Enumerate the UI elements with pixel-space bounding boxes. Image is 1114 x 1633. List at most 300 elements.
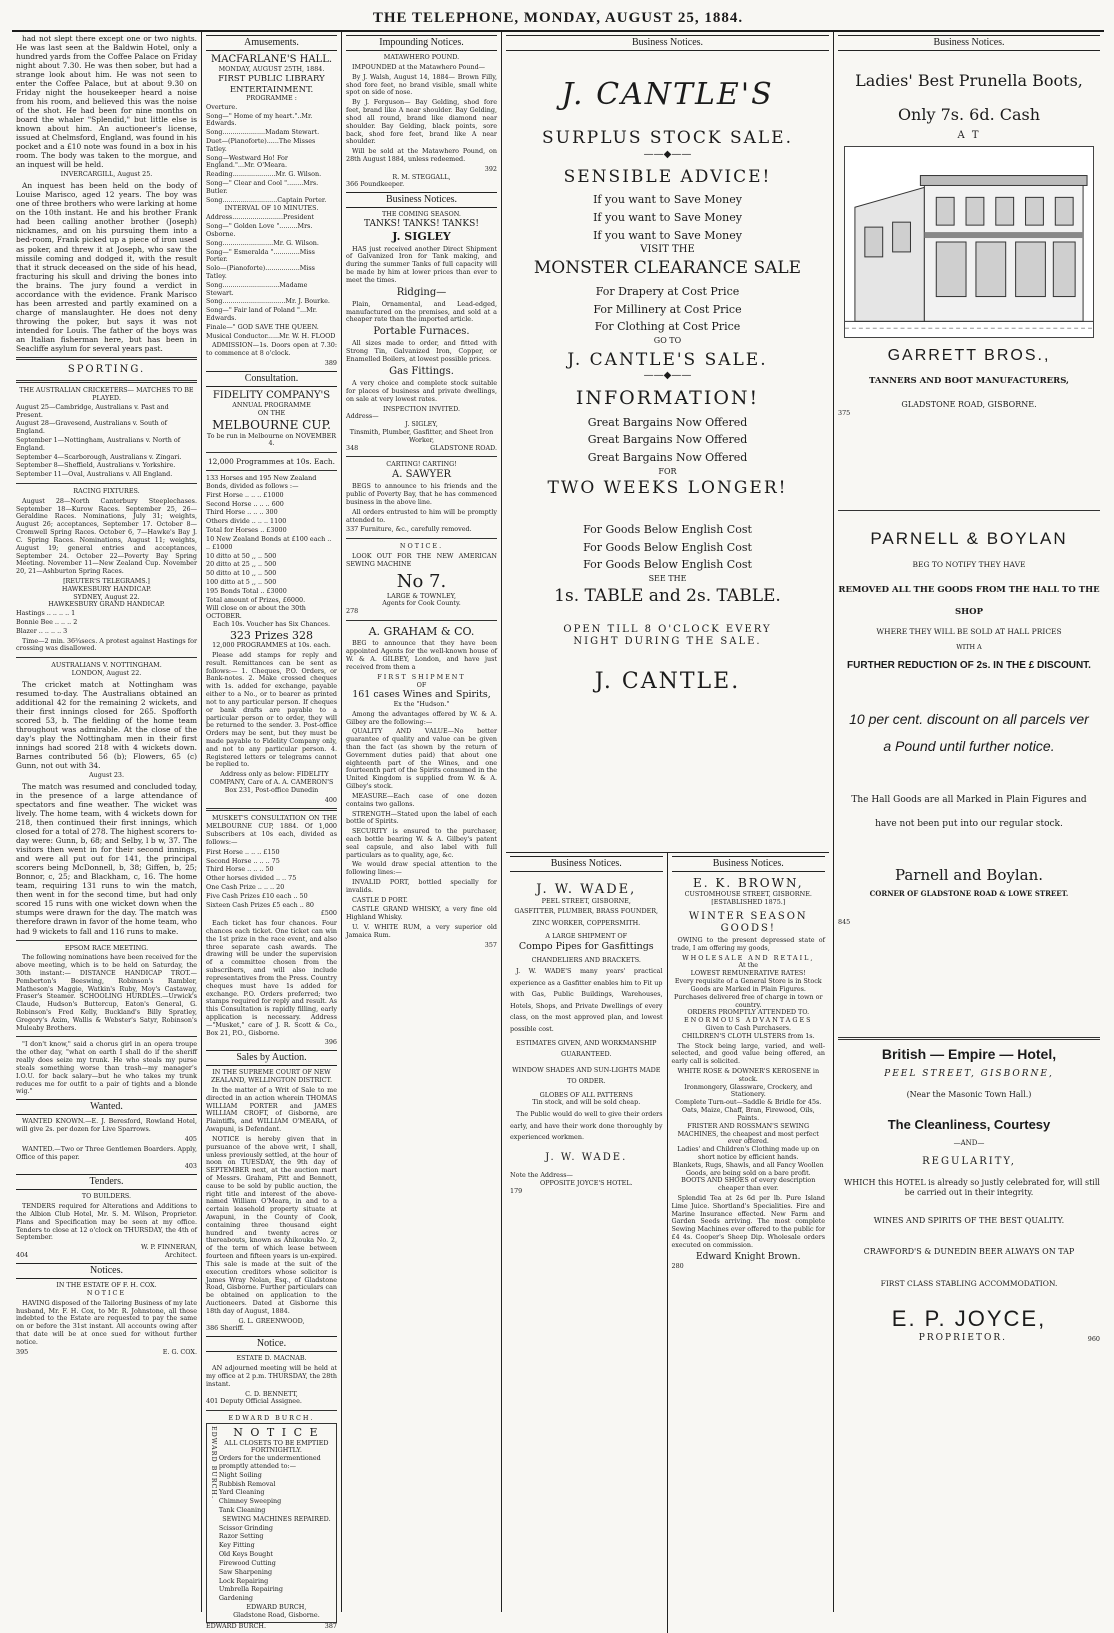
subheading: IN THE SUPREME COURT OF NEW ZEALAND, WELLINGTON DISTRICT. <box>210 1068 333 1085</box>
ad-number: 960 <box>1087 1335 1100 1344</box>
ad-text: OPPOSITE JOYCE'S HOTEL. <box>539 1178 633 1187</box>
ad-text: The Stock being large, varied, and well-selected, and good value being offered, an early call is solicited. <box>671 1041 825 1066</box>
ad-text: [ESTABLISHED 1875.] <box>711 897 786 906</box>
list-item: Second Horse .. .. .. 600 <box>206 499 284 508</box>
ad-title: GARRETT BROS., <box>887 347 1051 365</box>
service-list <box>219 1525 334 1603</box>
divider <box>16 357 197 360</box>
service-list <box>219 1472 334 1515</box>
ad-text: Purchases delivered free of charge in town or country. <box>674 992 823 1009</box>
subheading: EDWARD BURCH. <box>228 1414 315 1423</box>
list-item: Yard Cleaning <box>218 1488 265 1497</box>
list-item: INTERVAL OF 10 MINUTES. <box>224 204 319 213</box>
section-heading: Business Notices. <box>510 856 663 872</box>
ad-text: ON THE <box>257 409 286 418</box>
list-item: Song—" Esmeralda ".............Miss Porter. <box>206 247 315 264</box>
ad-text: Agents for Cook County. <box>382 599 461 608</box>
list-item: First Horse .. .. .. £150 <box>206 847 280 856</box>
ad-text: BEG to announce that they have been appointed Agents for the well-known house of W. & A. GILBEY, London, and have just received from them a <box>346 639 497 671</box>
list-item: Song............................Madame Stewart. <box>206 280 308 297</box>
signature-line: 366 Poundkeeper. <box>346 180 405 189</box>
section-heading: Amusements. <box>206 35 337 51</box>
list-item: For Goods Below English Cost <box>583 558 752 572</box>
column-4 <box>502 32 834 1612</box>
article-text: "I don't know," said a chorus girl in an opera troupe the other day, "what on earth I shall do if the sheriff really does seize my trunk. He who steals my purse steals something worse than trash—my manager's I.O.U. for back salary—but he who takes my trunk reduces me for outfit to a pair of tights and a blonde wig." <box>16 1040 197 1096</box>
subheading: MATAWHERO POUND. <box>383 53 460 62</box>
ad-text: ENORMOUS ADVANTAGES <box>683 1016 813 1025</box>
ad-text: Orders for the undermentioned promptly attended to:— <box>218 1454 321 1470</box>
ad-text: A LARGE SHIPMENT OF <box>545 932 628 941</box>
list-item: Hastings .. .. .. .. 1 <box>16 609 76 618</box>
ad-text: AN adjourned meeting will be held at my office at 2 p.m. THURSDAY, the 28th instant. <box>206 1364 337 1388</box>
ad-text: At the <box>738 961 759 970</box>
ad-number: 375 <box>838 409 851 418</box>
list-item: If you want to Save Money <box>593 211 742 225</box>
list-item: Old Keys Bought <box>218 1550 273 1559</box>
signature-line: 386 Sheriff. <box>206 1324 244 1333</box>
ad-text: The Public would do well to give their orders early, and have their work done thoroughly by experienced workmen. <box>510 1110 663 1142</box>
signature: C. D. BENNETT, <box>245 1389 298 1398</box>
ad-subtitle: TWO WEEKS LONGER! <box>547 478 788 499</box>
ad-text: GLOBES OF ALL PATTERNS <box>539 1090 633 1099</box>
ad-text: MEASURE—Each case of one dozen contains two gallons. <box>346 791 497 808</box>
ad-text: THE COMING SEASON. <box>382 210 461 219</box>
ad-title: A. SAWYER <box>392 469 451 481</box>
list-item: September 11—Oval, Australians v. All England. <box>16 470 173 479</box>
ad-text: CUSTOMHOUSE STREET, GISBORNE. <box>684 890 812 898</box>
list-item: For Millinery at Cost Price <box>593 302 742 316</box>
masthead: THE TELEPHONE, MONDAY, AUGUST 25, 1884. <box>12 6 1104 32</box>
subheading: ESTATE D. MACNAB. <box>236 1354 307 1363</box>
ad-subtitle: SENSIBLE ADVICE! <box>563 166 772 187</box>
ad-text: WINES AND SPIRITS OF THE BEST QUALITY. <box>873 1215 1065 1225</box>
ad-text: CHILDREN'S CLOTH ULSTERS from 1s. <box>681 1031 815 1040</box>
divider <box>346 620 497 621</box>
ad-text: GO TO <box>653 335 682 345</box>
ad-text: WHITE ROSE & DOWNER'S KEROSENE in stock. <box>677 1067 820 1083</box>
ad-text: Goods are Marked in Plain Figures. <box>690 984 806 993</box>
ad-text: PROPRIETOR. <box>918 1333 1007 1343</box>
signature-line <box>206 1623 337 1631</box>
ad-number: 280 <box>671 1261 684 1270</box>
subheading: HAWKESBURY HANDICAP. <box>61 584 152 593</box>
ad-text: REGULARITY, <box>922 1155 1016 1167</box>
section-heading: Notice. <box>206 1336 337 1352</box>
column-3 <box>342 32 502 1612</box>
results-list <box>16 610 197 635</box>
ad-text: SECURITY is ensured to the purchaser, each bottle bearing W. & A. Gilbey's patent seal capsule, and also label with full particulars as to quality, age, &c. <box>346 827 497 859</box>
divider <box>346 538 497 539</box>
ad-text: In the matter of a Writ of Sale to me directed in an action wherein THOMAS WILLIAM PORTER and JAMES WILLIAM CROFT, of Gisborne, are Plaintiffs, and WILLIAM O'MEARA, of Awapuni, is Defendant. <box>206 1086 337 1134</box>
ad-text: 12,000 Programmes at 10s. Each. <box>207 457 336 467</box>
list-item: Rubbish Removal <box>218 1479 276 1488</box>
ad-text: WHOLESALE AND RETAIL, <box>682 953 815 962</box>
signature-line <box>346 445 497 453</box>
article-text: had not slept there except one or two nights. He was last seen at the Baldwin Hotel, only a hundred yards from the Coffee Palace on Friday night about 7.30. He was then sober, but had a strange look about him. He was not seen to enter the Coffee Palace, but at about 9.30 on Friday night the housekeeper heard a noise from his room, and believed this was the noise of the shot. He had been for nine months on board the whaler "Splendid," but little else is known about him. An auctioneer's license, issued at Chelmsford, England, was found in his pocket and a £10 note was found in a box in his room. The body was taken to the morgue, and an inquest will be held. <box>16 34 197 170</box>
ad-text: Ex the "Hudson." <box>393 699 450 708</box>
ad-text: FIRST CLASS STABLING ACCOMMODATION. <box>880 1279 1058 1289</box>
list-item: Great Bargains Now Offered <box>587 415 748 429</box>
ad-text: LOWEST REMUNERATIVE RATES! <box>690 969 806 978</box>
ad-text: CHANDELIERS AND BRACKETS. <box>531 955 641 964</box>
ad-text: ALL CLOSETS TO BE EMPTIED FORTNIGHTLY. <box>224 1438 329 1455</box>
ad-number: 400 <box>324 795 337 804</box>
list-item: Song—" Clear and Cool "........Mrs. Butler. <box>206 179 319 195</box>
ad-title: MACFARLANE'S HALL. <box>210 54 333 66</box>
ad-text: Tin stock, and will be sold cheap. <box>532 1098 641 1107</box>
ad-text: By J. Walsh, August 14, 1884— Brown Filly, shod fore feet, no brand visible, small white spot on side of nose. <box>346 72 497 97</box>
list-item: Third Horse .. .. .. 300 <box>206 508 278 517</box>
ad-number: 396 <box>324 1038 337 1047</box>
ad-title: 323 Prizes 328 <box>229 628 314 642</box>
signature: G. L. GREENWOOD, <box>238 1316 305 1325</box>
divider <box>16 380 197 383</box>
ad-text: Address— <box>346 412 379 421</box>
list-item: Second Horse .. .. .. 75 <box>206 856 280 865</box>
list-item: Sixteen Cash Prizes £5 each .. 80 <box>206 900 314 909</box>
ad-text: All sizes made to order, and fitted with Strong Tin, Galvanized Iron, Copper, or Enamelled Boilers, at lowest possible prices. <box>346 339 497 364</box>
list-item: If you want to Save Money <box>593 228 742 242</box>
signature-line <box>16 1349 197 1357</box>
ad-text: The Hall Goods are all Marked in Plain Figures and have not been put into our regular stock. <box>851 795 1087 829</box>
subheading: NOTICE <box>86 1288 127 1297</box>
ad-text: CORNER OF GLADSTONE ROAD & LOWE STREET. <box>869 889 1069 899</box>
ad-text: REMOVED ALL THE GOODS FROM THE HALL TO THE SHOP <box>838 584 1100 617</box>
ad-text: Blankets, Rugs, Shawls, and all Fancy Woollen Goods, are being sold on a bare profit. <box>672 1160 824 1177</box>
ad-number: 395 <box>16 1347 29 1356</box>
list-item: For Goods Below English Cost <box>583 540 752 554</box>
ad-title: Parnell and Boylan. <box>894 866 1044 885</box>
list-item: Song...........................Captain Porter. <box>206 195 327 204</box>
section-heading: Consultation. <box>206 371 337 387</box>
ad-title: J. CANTLE. <box>594 668 741 694</box>
ad-number: 387 <box>324 1621 337 1630</box>
section-heading: Tenders. <box>16 1174 197 1190</box>
list-item: Great Bargains Now Offered <box>587 450 748 464</box>
ad-text: QUALITY AND VALUE—No better guarantee of quality and value can be given than the fact (as shown by the return of Government duties paid) that about one eighteenth part of the Wines, and one fourteenth part of the Spirits consumed in the United Kingdom is supplied from W. & A. Gilbey's stock. <box>346 727 497 791</box>
list-item: Song—Westward Ho! For England."...Mr. O'Meara. <box>206 153 288 170</box>
subheading: THE AUSTRALIAN CRICKETERS— MATCHES TO BE PLAYED. <box>19 386 194 402</box>
ad-text: GASFITTER, PLUMBER, BRASS FOUNDER, ZINC WORKER, COPPERSMITH. <box>514 907 659 927</box>
signature: W. P. FINNERAN, <box>140 1243 197 1252</box>
ad-text: Will be sold at the Matawhero Pound, on 28th August 1884, unless redeemed. <box>346 147 497 163</box>
divider <box>16 1036 197 1037</box>
signature: E. G. COX. <box>162 1347 197 1356</box>
ad-number: 403 <box>184 1162 197 1171</box>
ad-text: GLADSTONE ROAD, GISBORNE. <box>901 400 1037 410</box>
ad-text: STRENGTH—Stated upon the label of each bottle of Spirits. <box>346 809 497 826</box>
wade-ad <box>506 853 668 1633</box>
list-item: Third Horse .. .. .. 50 <box>206 865 274 874</box>
ad-text: BEG TO NOTIFY THEY HAVE <box>912 559 1026 569</box>
ad-number: 405 <box>184 1134 197 1143</box>
ad-text: Each ticket has four chances. Four chances each ticket. One ticket can win the 1st prize in the race event, and also three separate cash awards. The drawing will be under the supervision of a committee chosen from the subscribers, and will also include representatives from the Press. Country cheques must have 1s added for exchange. P.O. Orders preferred; two stamps required for reply and result. As this Consultation is rapidly filling, early application is necessary. Address—"Musket," care of J. R. Scott & Co., Box 21, P.O., Gisborne. <box>206 919 337 1037</box>
list-item: Saw Sharpening <box>218 1567 273 1576</box>
ad-subtitle: WINTER SEASON GOODS! <box>688 910 808 934</box>
ad-subtitle: Portable Furnaces. <box>373 326 470 338</box>
section-heading: Impounding Notices. <box>346 35 497 51</box>
list-item: Others divide .. .. .. 1100 <box>206 517 287 526</box>
subheading: AUSTRALIANS V. NOTTINGHAM. <box>51 661 162 670</box>
ad-text: GLADSTONE ROAD. <box>430 443 497 452</box>
ad-text: FURTHER REDUCTION OF 2s. IN THE £ DISCOUNT. <box>847 659 1091 671</box>
signature-line: 401 Deputy Official Assignee. <box>206 1397 302 1406</box>
list-item: Total for Horses .. £3000 <box>206 526 287 535</box>
divider <box>16 940 197 941</box>
list-item: Song.........................Mr. G. Wilson. <box>206 238 319 247</box>
divider <box>206 1410 337 1411</box>
ad-text: FRISTER AND ROSSMAN'S SEWING MACHINES, the cheapest and most perfect ever offered. <box>677 1121 819 1146</box>
list-item: Song.....................Madam Stewart. <box>206 128 320 137</box>
ad-text: FOR <box>658 466 677 476</box>
ad-title: FIDELITY COMPANY'S <box>212 390 331 402</box>
ad-text: WINDOW SHADES AND SUN-LIGHTS MADE TO ORDER. <box>512 1065 661 1086</box>
classified-ad: WANTED.—Two or Three Gentlemen Boarders. Apply, Office of this paper. <box>16 1144 197 1161</box>
ad-text: Each 10s. Voucher has Six Chances. <box>212 620 331 628</box>
ad-number: 278 <box>346 607 359 616</box>
signature: J. W. WADE. <box>545 1151 628 1163</box>
ad-text: SEWING MACHINES REPAIRED. <box>222 1514 331 1523</box>
ad-number: 389 <box>324 359 337 368</box>
ad-text: CARTING! CARTING! <box>386 460 457 469</box>
ad-subtitle: INFORMATION! <box>575 386 760 409</box>
ornament: ——◆—— <box>643 370 692 382</box>
ad-text: Oats, Maize, Chaff, Bran, Firewood, Oils, Paints. <box>681 1106 815 1122</box>
ad-text: OPEN TILL 8 O'CLOCK EVERY NIGHT DURING THE SALE. <box>563 624 772 648</box>
signature: R. M. STEGGALL, <box>392 172 451 181</box>
ad-number: 392 <box>484 164 497 173</box>
ad-title: FIRST PUBLIC LIBRARY ENTERTAINMENT. <box>218 74 325 95</box>
divider <box>206 808 337 811</box>
list-item: Firewood Cutting <box>218 1558 276 1567</box>
article-text: The following nominations have been received for the above meeting, which is to be held on Saturday, the 30th instant:— DISTANCE HANDICAP TROT.—Pemberton's Beeswing, Robinson's Rambler, Matheson's Maggie, Watkin's Ruby, Moy's Castaway, Fraser's Steamer. SCHOOLING HURDLES.—Urwick's Claude, Hudson's Buttercup, Eaton's General, G. Robinson's Fred Kelly, Buckland's Billy Spratley, Gregory's Axim, Wallis & Webster's Satyr, Robinson's Muleaby Brothers. <box>16 953 197 1032</box>
burch-body <box>219 1426 334 1619</box>
list-item: 10 ditto at 50 ,, .. 500 <box>206 551 277 560</box>
list-item: One Cash Prize .. .. .. 20 <box>206 882 285 891</box>
ad-subtitle: Ridging— <box>396 286 447 298</box>
ad-text: Given to Cash Purchasers. <box>705 1023 792 1032</box>
ad-text: WHERE THEY WILL BE SOLD AT HALL PRICES <box>876 626 1062 636</box>
ad-text: OWING to the present depressed state of trade, I am offering my goods, <box>671 936 825 952</box>
list-item: 10 New Zealand Bonds at £100 each .. .. £1000 <box>206 534 332 551</box>
divider <box>16 657 197 658</box>
classified-ad: TENDERS required for Alterations and Additions to the Albion Club Hotel, Mr. S. M. Wilson, Proprietor. Plans and Specification may be seen at my office. Tenders to close at 12 o'clock on THURSDAY, the 4th of September. <box>16 1202 197 1242</box>
subheading: IN THE ESTATE OF F. H. COX. <box>56 1281 157 1290</box>
ad-text: U. V. WHITE RUM, a very superior old Jamaica Rum. <box>346 923 497 939</box>
ad-title: British — Empire — Hotel, <box>881 1045 1057 1062</box>
ad-subtitle: Gas Fittings. <box>389 365 454 377</box>
ad-text: SEE THE <box>648 573 687 583</box>
brown-ad <box>668 853 829 1633</box>
list-item: Finale—" GOD SAVE THE QUEEN. <box>206 322 319 331</box>
divider <box>206 452 337 453</box>
ad-title: The Cleanliness, Courtesy <box>887 1117 1051 1133</box>
subheading: RACING FIXTURES. <box>73 487 140 495</box>
ad-title: 161 cases Wines and Spirits, <box>352 689 491 701</box>
list-item: Overture. <box>206 102 238 111</box>
list-item: 50 ditto at 10 ,, .. 500 <box>206 569 277 578</box>
list-item: September 4—Scarborough, Australians v. Zingari. <box>16 452 182 461</box>
ad-text: PEEL STREET, GISBORNE, <box>541 897 631 906</box>
section-heading: Business Notices. <box>506 35 829 51</box>
ad-text: Note the Address— <box>510 1171 573 1180</box>
prize-list <box>206 492 337 605</box>
list-item: Scissor Grinding <box>218 1523 273 1532</box>
list-item: For Clothing at Cost Price <box>594 320 741 334</box>
list-item: August 25—Cambridge, Australians v. Past and Present. <box>16 402 169 419</box>
list-item: £500 <box>320 909 337 918</box>
list-item: Song—" Golden Love ".........Mrs. Osborne. <box>206 222 313 238</box>
ad-text: (Near the Masonic Town Hall.) <box>906 1089 1032 1099</box>
classified-ad: HAVING disposed of the Tailoring Business of my late husband, Mr. F. H. Cox, to Mr. R. Johnstone, all those indebted to the Estate are requested to pay the same on or before the 31st instant. All accounts owing after that date will be at once sued for without further notice. <box>16 1298 197 1346</box>
ad-text: WITH A <box>956 643 982 652</box>
save-list <box>506 191 829 244</box>
list-item: Tank Cleaning <box>218 1506 266 1514</box>
ad-text: Splendid Tea at 2s 6d per lb. Pure Island Lime Juice. Shortland's Specialities. Fire and Marine Insurance effected. New Farm and Garden Seeds arriving. The most complete Sewing Machines ever offered to the public for £4 4s. Cooper's Sheep Dip. Wholesale orders executed on commission. <box>671 1194 825 1249</box>
ad-text: Among the advantages offered by W. & A. Gilbey are the following:— <box>346 709 497 726</box>
ad-text: Tinsmith, Plumber, Gasfitter, and Sheet Iron Worker, <box>349 427 494 444</box>
ad-title: J. SIGLEY <box>392 230 451 244</box>
cost-list <box>506 283 829 336</box>
ad-text: CASTLE GRAND WHISKY, a very fine old Highland Whisky. <box>346 905 497 922</box>
storefront-icon <box>845 147 1093 337</box>
column-2 <box>202 32 342 1630</box>
signature-line <box>838 1333 1100 1344</box>
ad-text: IMPOUNDED at the Matawhero Pound— <box>352 63 486 71</box>
divider <box>206 470 337 471</box>
ad-title: MELBOURNE CUP. <box>212 417 331 432</box>
subheading: NOTICE. <box>399 542 444 551</box>
ad-text: NOTICE is hereby given that in pursuance of the above writ, I shall, unless previously settled, at the hour of noon on TUESDAY, the 9th day of SEPTEMBER next, at the auction mart of Messrs. Graham, Pitt and Bennett, cause to be sold by public auction, the right title and interest of the above-named William O'Meara, in and to a certain leasehold property situate at Awapuni, in the County of Cook, containing three thousand eight hundred and twenty acres or thereabouts, known as Ahikouka No. 2, of the term of which lease between fourteen and fifteen years is un-expired. This sale is made at the suit of the execution creditors whose solicitor is James Wray Nolan, Esq., of Gladstone Road, Gisborne. Further particulars can be obtained on application to the Auctioneers. Dated at Gisborne this 18th day of August, 1884. <box>206 1134 337 1315</box>
ad-number: 845 <box>838 917 851 926</box>
ad-text: CRAWFORD'S & DUNEDIN BEER ALWAYS ON TAP <box>863 1247 1075 1257</box>
ad-number: 357 <box>484 940 497 949</box>
bargain-list <box>506 414 829 467</box>
ad-text: VISIT THE <box>640 244 695 256</box>
ad-text: INVALID PORT, bottled specially for invalids. <box>346 878 497 894</box>
side-text: EDWARD BURCH. <box>209 1426 218 1500</box>
ad-text: FIRST SHIPMENT <box>377 672 466 681</box>
ad-text: 337 Furniture, &c., carefully removed. <box>346 525 472 534</box>
divider <box>838 510 1100 511</box>
ad-subtitle: J. CANTLE'S SALE. <box>567 349 768 370</box>
below-list <box>506 521 829 574</box>
ad-title: A. GRAHAM & CO. <box>368 625 475 639</box>
signature-line <box>16 1252 197 1260</box>
list-item: Address.........................President <box>206 213 314 222</box>
ad-text: WHICH this HOTEL is already so justly celebrated for, will still be carried out in their integrity. <box>844 1178 1100 1197</box>
ad-text: MUSKET'S CONSULTATION ON THE MELBOURNE CUP, 1884. Of 1,000 Subscribers at 10s each, divided as follows:— <box>206 814 337 846</box>
list-item: Solo—(Pianoforte).................Miss Tatley. <box>206 264 315 280</box>
article-text: The match was resumed and concluded today, in the presence of a large attendance of spectators and fine weather. The wicket was lively. The home team, with 4 wickets down for 218, then continued their first innings, which closed for a total of 278. The highest scorers to-day were: Gunn, b, 68; and Selby, l b w, 37. The visitors then went in for their second innings, and were all put out for 141, the principal scorers being McDonnell, b, 38; Giffen, b, 25; Bonnor, c, 25; and Blackham, c, 16. The home team, requiring 131 runs to win the match, then went in for the second time, but had only scored 15 runs with one wicket down when the stumps were drawn for the day. The match was therefore drawn in favor of the home team, who had 9 wickets to fall and 116 runs to make. <box>16 782 197 936</box>
subheading: PROGRAMME : <box>246 93 297 102</box>
columns <box>12 32 1104 1630</box>
ad-text: Please add stamps for reply and result. Remittances can be sent as follows:— 1. Cheques, P.O. Orders, or Bank-notes. 2. Make crossed cheques with 1s. added for exchange, payable either to a No., or to bearer as printed not to any particular person. If cheques or bank drafts are payable to a particular person or to order, they will be returned to the sender. 3. Post-office Orders may be sent, but they must be made payable to Fidelity Company only, and not to any particular person. 4. Registered letters or telegrams cannot be replied to. <box>206 651 337 769</box>
divider <box>346 456 497 457</box>
list-item: Song—" Fair land of Poland "...Mr. Edwards. <box>206 306 318 323</box>
dateline: INVERCARGILL, August 25. <box>60 170 153 179</box>
list-item: If you want to Save Money <box>593 193 742 207</box>
signature: EDWARD BURCH, <box>246 1602 307 1611</box>
ad-title: TANKS! TANKS! TANKS! <box>364 219 479 230</box>
ad-text: ESTIMATES GIVEN, AND WORKMANSHIP GUARANTEED. <box>516 1038 657 1059</box>
list-item: Blazer .. .. .. .. 3 <box>16 626 68 635</box>
ad-subtitle: MONSTER CLEARANCE SALE <box>533 258 802 279</box>
ad-subtitle: Compo Pipes for Gasfittings <box>518 940 654 952</box>
signature: LARGE & TOWNLEY, <box>386 591 457 600</box>
list-item: August 28—Gravesend, Australians v. South of England. <box>16 419 167 436</box>
section-heading: Business Notices. <box>672 856 825 872</box>
ad-title: E. P. JOYCE, <box>891 1306 1047 1332</box>
list-item: Razor Setting <box>218 1532 264 1541</box>
ad-text: Ironmongery, Glassware, Crockery, and Stationery. <box>684 1082 813 1099</box>
article-text: Time—2 min. 36¾secs. A protest against Hastings for crossing was disallowed. <box>16 636 197 653</box>
list-item: Total amount of Prizes, £6000. <box>206 595 306 604</box>
ad-title: Only 7s. 6d. Cash <box>897 104 1041 124</box>
ad-text: BEGS to announce to his friends and the public of Poverty Bay, that he has commenced business in the above line. <box>346 482 497 506</box>
list-item: For Goods Below English Cost <box>583 523 752 537</box>
ad-number: 348 <box>346 443 359 452</box>
article-text: An inquest has been held on the body of Louise Marisco, aged 12 years. The boy was one of three brothers who were larking at home on the 10th instant. He and his brother Frank had been calling another brother (Joseph) nicknames, and on his pursuing them into a bed-room, Frank picked up a piece of iron used as poker, and threw it at Joseph, who saw the missile coming and dodged it, with the result that it struck deceased on the side of his head, fracturing his skull and driving the bones into the brains. The jury found a verdict in accordance with the evidence. Frank Marisco has been arrested and partly examined on a charge of manslaughter. He does not deny throwing the poker, but says it was not intended for Louis. The father of the boys was an Italian fisherman here, but has been in Seacliffe asylum for several years past. <box>16 181 197 353</box>
ad-date: MONDAY, AUGUST 25TH, 1884. <box>218 65 325 74</box>
ad-subtitle: SURPLUS STOCK SALE. <box>541 127 793 148</box>
ad-text: PEEL STREET, GISBORNE, <box>884 1068 1054 1079</box>
list-item: Duet—(Pianoforte)......The Misses Tatley. <box>206 136 316 153</box>
ad-text: CASTLE D PORT. <box>352 895 408 904</box>
ad-text: Musical Conductor......Mr. W. H. FLOOD <box>206 331 336 340</box>
ad-text: INSPECTION INVITED. <box>382 404 461 413</box>
subheading: HAWKESBURY GRAND HANDICAP. <box>48 600 165 609</box>
ad-title: J. W. WADE, <box>536 882 637 898</box>
ad-text: Ladies' and Children's Clothing made up on short notice by efficient hands. <box>677 1145 820 1161</box>
list-item: For Drapery at Cost Price <box>595 285 740 299</box>
section-heading: SPORTING. <box>67 363 146 375</box>
subheading: TO BUILDERS. <box>81 1192 132 1201</box>
article-text: August 28—North Canterbury Steeplechases. September 18—Kurow Races. September 25, 26—Geraldine Races. Nominations, July 31; weights, August 26; acceptances, September 17. October 8—Cromwell Spring Races. October 6, 7—Hawke's Bay J. C. Spring Races. Nominations, August 11; weights, August 19; general entries and acceptances, September 24. October 22—Poverty Bay Spring Meeting. November 11—New Zealand Cup. November 20, 21—Ashburton Spring Races. <box>16 496 197 576</box>
business-subcolumns <box>506 852 829 1633</box>
list-item: Umbrella Repairing <box>218 1585 283 1594</box>
ad-subtitle: 1s. TABLE and 2s. TABLE. <box>554 585 781 606</box>
ad-text: LOOK OUT FOR THE NEW AMERICAN SEWING MACHINE <box>346 552 497 568</box>
ad-text: J. W. WADE'S many years' practical experience as a Gasfitter enables him to Fit up with Gas, Public Buildings, Warehouses, Hotels, Shops, and Private Dwellings of every class, on the most approved plan, and lowest possible cost. <box>510 967 663 1033</box>
ad-text: Every requisite of a General Store is in Stock <box>674 977 822 986</box>
list-item: Reading.....................Mr. G. Wilson. <box>206 170 322 179</box>
ad-text: —AND— <box>953 1139 985 1148</box>
ad-text: 133 Horses and 195 New Zealand Bonds, divided as follows :— <box>206 474 317 490</box>
ad-text: Address only as below: FIDELITY COMPANY, Care of A. A. CAMERON'S Box 231, Post-office Dunedin <box>209 770 334 794</box>
section-heading: Wanted. <box>16 1099 197 1115</box>
list-item: September 1—Nottingham, Australians v. North of England. <box>16 435 181 452</box>
ad-text: 10 per cent. discount on all parcels ver a Pound until further notice. <box>849 711 1089 754</box>
list-item: 20 ditto at 25 ,, .. 500 <box>206 560 277 569</box>
signature: Edward Knight Brown. <box>696 1251 801 1262</box>
ad-text: By J. Ferguson— Bay Gelding, shod fore feet, brand like A near shoulder. Bay Gelding, shod all round, brand like diamond near shoulder. Bay Gelding, black points, sore back, shod fore feet, brand like A near shoulder. <box>346 98 497 146</box>
programme-list <box>206 104 337 332</box>
ad-text: Will close on or about the 30th OCTOBER. <box>206 604 306 621</box>
list-item: Lock Repairing <box>218 1576 269 1585</box>
section-heading: Notices. <box>16 1263 197 1279</box>
burch-ad <box>206 1423 337 1622</box>
ad-title: Ladies' Best Prunella Boots, <box>855 71 1083 91</box>
list-item: 100 ditto at 5 ,, .. 500 <box>206 577 277 586</box>
list-item: Gardening <box>218 1594 254 1603</box>
signature: J. SIGLEY, <box>405 420 438 429</box>
dateline: SYDNEY, August 22. <box>73 592 140 601</box>
list-item: Great Bargains Now Offered <box>587 433 748 447</box>
list-item: Other horses divided .. .. 75 <box>206 874 297 883</box>
ad-text: To be run in Melbourne on NOVEMBER 4. <box>206 431 337 448</box>
article-text: The cricket match at Nottingham was resumed to-day. The Australians obtained an additional 42 for the remaining 2 wickets, and their first innings closed for 265. Spofforth scored 53, b. The fielding of the home team throughout was admirable. At the close of the day's play the Nottingham men in their first innings had scored 218 with 4 wickets down. Barnes contributed 56 (b); Flowers, 65 (c) Gunn, not out with 34. <box>16 679 197 771</box>
